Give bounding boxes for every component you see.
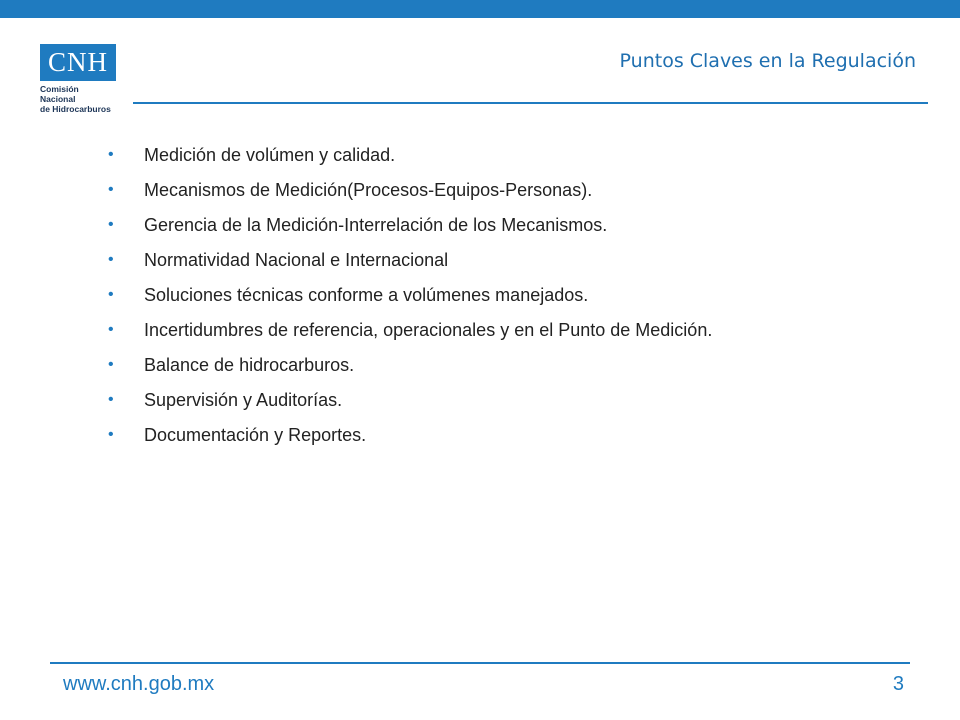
list-item	[108, 141, 712, 176]
list-item-text: Supervisión y Auditorías.	[144, 390, 343, 410]
list-item-text: Documentación y Reportes.	[144, 425, 367, 445]
footer-url[interactable]: www.cnh.gob.mx	[63, 673, 215, 695]
list-item	[108, 176, 712, 211]
bullet-icon: •	[108, 321, 114, 338]
list-item	[108, 386, 712, 421]
top-accent-bar	[0, 0, 960, 18]
logo-caption-line2: de Hidrocarburos	[40, 104, 111, 114]
page-number: 3	[892, 673, 904, 695]
list-item-text: Soluciones técnicas conforme a volúmenes manejados.	[144, 285, 589, 305]
bullet-icon: •	[108, 251, 114, 268]
bullet-icon: •	[108, 181, 114, 198]
footer-divider	[50, 662, 910, 664]
list-item	[108, 246, 712, 281]
bullet-icon: •	[108, 356, 114, 373]
list-item	[108, 316, 712, 351]
bullet-icon: •	[108, 426, 114, 443]
title-divider	[133, 102, 928, 104]
list-item	[108, 211, 712, 246]
logo-mark: CNH	[40, 44, 116, 81]
list-item-text: Medición de volúmen y calidad.	[144, 145, 396, 165]
list-item	[108, 281, 712, 316]
list-item-text: Normatividad Nacional e Internacional	[144, 250, 449, 270]
list-item-text: Balance de hidrocarburos.	[144, 355, 355, 375]
bullet-icon: •	[108, 391, 114, 408]
list-item-text: Gerencia de la Medición-Interrelación de los Mecanismos.	[144, 215, 608, 235]
bullet-list	[108, 141, 712, 456]
slide-title: Puntos Claves en la Regulación	[619, 50, 916, 72]
bullet-icon: •	[108, 286, 114, 303]
list-item-text: Mecanismos de Medición(Procesos-Equipos-Personas).	[144, 180, 593, 200]
list-item	[108, 421, 712, 456]
list-item-text: Incertidumbres de referencia, operacionales y en el Punto de Medición.	[144, 320, 713, 340]
bullet-icon: •	[108, 216, 114, 233]
cnh-logo	[40, 44, 116, 114]
bullet-icon: •	[108, 146, 114, 163]
logo-caption-line1: Comisión Nacional	[40, 84, 79, 104]
list-item	[108, 351, 712, 386]
